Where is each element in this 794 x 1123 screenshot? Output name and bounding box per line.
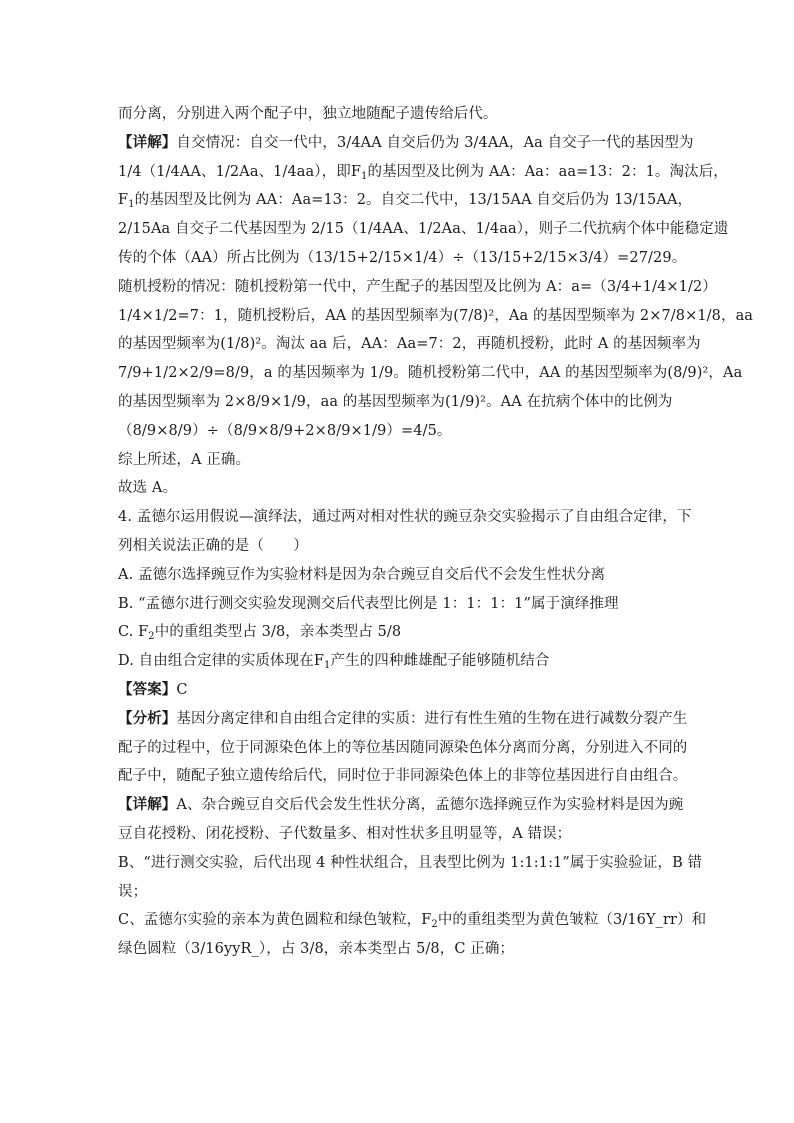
text-line: 配子中，随配子独立遗传给后代，同时位于非同源染色体上的非等位基因进行自由组合。 [118,768,688,785]
option-c [118,618,678,647]
text-line: 配子的过程中，位于同源染色体上的等位基因随同源染色体分离而分离，分别进入不同的 [118,739,688,756]
text-span: D. 自由组合定律的实质体现在F [118,653,324,670]
answer-value: C [176,681,188,698]
choice-line: 故选 A。 [118,480,178,497]
text-span: C、孟德尔实验的亲本为黄色圆粒和绿色皱粒，F [118,912,432,929]
text-line: 的基因型频率为(1/8)²。淘汰 aa 后，AA：Aa=7：2，再随机授粉，此时 A 的基因频率为 [118,336,701,353]
text-span: 基因分离定律和自由组合定律的实质：进行有性生殖的生物在进行减数分裂产生 [176,710,688,727]
text-line: 传的个体（AA）所占比例为（13/15+2/15×1/4）÷（13/15+2/15×3/4）=27/29。 [118,249,687,266]
text-line: 误； [118,883,148,900]
text-line: B、“进行测交实验，后代出现 4 种性状组合，且表型比例为 1:1:1:1”属于实验验证，B 错 [118,854,703,871]
text-line: 而分离，分别进入两个配子中，独立地随配子遗传给后代。 [118,106,498,122]
text-line [118,158,728,187]
answer-line [118,676,678,705]
text-line: 1/4×1/2=7：1，随机授粉后，AA 的基因型频率为(7/8)²，Aa 的基因型频率为 2×7/8×1/8，aa [118,307,754,324]
text-line: 2/15Aa 自交子二代基因型为 2/15（1/4AA、1/2Aa、1/4aa），则子二代抗病个体中能稳定遗 [118,221,729,238]
text-line: 豆自花授粉、闭花授粉、子代数量多、相对性状多且明显等，A 错误； [118,825,572,842]
subscript: 2 [431,919,438,931]
subscript: 1 [128,199,135,211]
subscript: 1 [324,660,331,672]
text-span: A、杂合豌豆自交后代会发生性状分离，孟德尔选择豌豆作为实验材料是因为豌 [176,797,684,814]
text-span: 的基因型及比例为 AA：Aa：aa=13：2：1。淘汰后， [367,163,728,180]
text-line [118,705,688,734]
text-span: 中的重组类型为黄色皱粒（3/16Y_rr）和 [437,912,707,929]
summary-line: 综上所述，A 正确。 [118,451,251,468]
answer-tag: 【答案】 [118,680,177,698]
detail-tag: 【详解】 [118,133,177,151]
option-d [118,647,678,676]
text-line [118,906,707,935]
analysis-tag: 【分析】 [118,709,177,727]
text-span: C. F [118,624,149,641]
text-span: 1/4（1/4AA、1/2Aa、1/4aa），即F [118,163,362,180]
text-line: 绿色圆粒（3/16yyR_），占 3/8，亲本类型占 5/8，C 正确； [118,941,515,958]
text-line [118,186,693,215]
question-4-stem: 列相关说法正确的是（ ） [118,537,308,554]
text-span: 自交情况：自交一代中，3/4AA 自交后仍为 3/4AA，Aa 自交子一代的基因型为 [176,134,694,151]
detail-tag: 【详解】 [118,796,177,814]
subscript: 1 [361,170,368,182]
text-span: 产生的四种雌雄配子能够随机结合 [330,653,550,670]
text-span: 中的重组类型占 3/8，亲本类型占 5/8 [154,624,402,641]
option-a: A. 孟德尔选择豌豆作为实验材料是因为杂合豌豆自交后代不会发生性状分离 [118,566,606,583]
text-line [118,129,694,158]
text-line: 的基因型频率为 2×8/9×1/9，aa 的基因型频率为(1/9)²。AA 在抗病个体中的比例为 [118,393,673,410]
text-line: 7/9+1/2×2/9=8/9，a 的基因频率为 1/9。随机授粉第二代中，AA 的基因型频率为(8/9)²，Aa [118,365,743,382]
text-span: 的基因型及比例为 AA：Aa=13：2。自交二代中，13/15AA 自交后仍为 13/15AA， [134,192,693,209]
text-span: F [118,192,129,209]
text-line: 随机授粉的情况：随机授粉第一代中，产生配子的基因型及比例为 A：a=（3/4+1/4×1/2） [118,278,717,295]
text-line [118,791,684,820]
question-4-stem: 4. 孟德尔运用假说—演绎法，通过两对相对性状的豌豆杂交实验揭示了自由组合定律，下 [118,509,692,526]
option-b: B. “孟德尔进行测交实验发现测交后代表型比例是 1：1：1：1”属于演绎推理 [118,595,619,612]
text-line: （8/9×8/9）÷（8/9×8/9+2×8/9×1/9）=4/5。 [118,422,452,439]
document-page [118,100,754,964]
subscript: 2 [148,631,155,643]
